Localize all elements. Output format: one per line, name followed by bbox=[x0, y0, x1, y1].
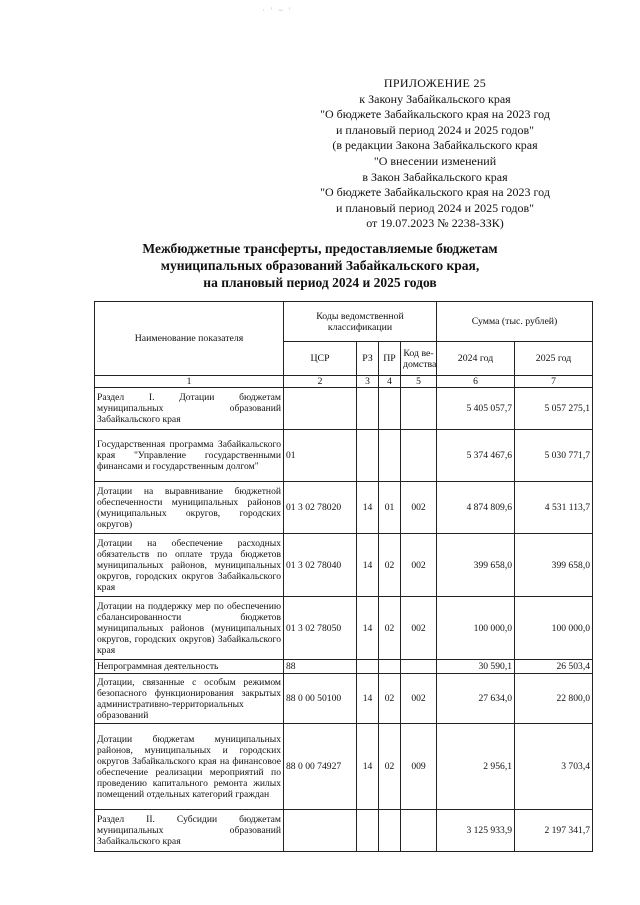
appendix-line: и плановый период 2024 и 2025 годов" bbox=[335, 122, 535, 137]
row-2025: 100 000,0 bbox=[515, 597, 593, 660]
title-line: Межбюджетные трансферты, предоставляемые бюджетам bbox=[142, 241, 498, 256]
column-index: 4 bbox=[379, 376, 401, 388]
row-pr: 02 bbox=[379, 597, 401, 660]
appendix-line: (в редакции Закона Забайкальского края bbox=[332, 138, 538, 153]
table-row bbox=[95, 534, 593, 597]
table-row-program bbox=[95, 430, 593, 482]
table-row bbox=[95, 724, 593, 810]
row-2024: 4 874 809,6 bbox=[437, 482, 515, 534]
row-2025: 4 531 113,7 bbox=[515, 482, 593, 534]
row-pr bbox=[379, 430, 401, 482]
row-rz: 14 bbox=[357, 534, 379, 597]
row-name: Дотации, связанные с особым режимом безопасного функционирования закрытых административно-территориальных образований bbox=[95, 674, 284, 724]
row-rz bbox=[357, 388, 379, 430]
row-2025: 5 057 275,1 bbox=[515, 388, 593, 430]
appendix-line: к Закону Забайкальского края bbox=[359, 91, 511, 106]
row-pr bbox=[379, 388, 401, 430]
row-vid bbox=[401, 660, 437, 674]
row-2024: 27 634,0 bbox=[437, 674, 515, 724]
row-rz: 14 bbox=[357, 482, 379, 534]
appendix-header bbox=[300, 76, 570, 232]
column-index: 7 bbox=[515, 376, 593, 388]
row-vid bbox=[401, 810, 437, 852]
row-name: Раздел I. Дотации бюджетам муниципальных образований Забайкальского края bbox=[95, 388, 284, 430]
document-title bbox=[130, 240, 510, 291]
column-index: 6 bbox=[437, 376, 515, 388]
table-row bbox=[95, 597, 593, 660]
row-2025: 26 503,4 bbox=[515, 660, 593, 674]
row-2025: 22 800,0 bbox=[515, 674, 593, 724]
row-rz: 14 bbox=[357, 724, 379, 810]
row-name: Непрограммная деятельность bbox=[95, 660, 284, 674]
row-rz bbox=[357, 810, 379, 852]
appendix-line: "О бюджете Забайкальского края на 2023 год bbox=[320, 107, 550, 122]
row-vid: 009 bbox=[401, 724, 437, 810]
row-name: Дотации на обеспечение расходных обязательств по оплате труда бюджетов муниципальных районов, муниципальных округов, городских округов Забайкальского края bbox=[95, 534, 284, 597]
column-index-row bbox=[95, 376, 593, 388]
row-csr bbox=[284, 388, 357, 430]
row-pr bbox=[379, 810, 401, 852]
row-2025: 2 197 341,7 bbox=[515, 810, 593, 852]
row-2025: 5 030 771,7 bbox=[515, 430, 593, 482]
header-csr: ЦСР bbox=[284, 342, 357, 376]
row-rz bbox=[357, 660, 379, 674]
row-pr: 02 bbox=[379, 724, 401, 810]
row-csr: 88 0 00 74927 bbox=[284, 724, 357, 810]
row-2024: 5 405 057,7 bbox=[437, 388, 515, 430]
row-csr: 01 3 02 78020 bbox=[284, 482, 357, 534]
column-index: 5 bbox=[401, 376, 437, 388]
row-pr: 01 bbox=[379, 482, 401, 534]
header-name: Наименование показателя bbox=[95, 302, 284, 376]
row-2024: 5 374 467,6 bbox=[437, 430, 515, 482]
row-vid bbox=[401, 430, 437, 482]
row-2024: 100 000,0 bbox=[437, 597, 515, 660]
table-row-section bbox=[95, 388, 593, 430]
row-2024: 2 956,1 bbox=[437, 724, 515, 810]
row-rz bbox=[357, 430, 379, 482]
budget-table bbox=[94, 301, 593, 852]
row-pr: 02 bbox=[379, 534, 401, 597]
row-2024: 30 590,1 bbox=[437, 660, 515, 674]
row-csr: 01 bbox=[284, 430, 357, 482]
row-name: Дотации на выравнивание бюджетной обеспеченности муниципальных районов (муниципальных округов, городских округов) bbox=[95, 482, 284, 534]
row-2025: 399 658,0 bbox=[515, 534, 593, 597]
title-line: на плановый период 2024 и 2025 годов bbox=[203, 275, 437, 290]
row-csr: 01 3 02 78040 bbox=[284, 534, 357, 597]
appendix-line: "О бюджете Забайкальского края на 2023 год bbox=[320, 185, 550, 200]
row-name: Государственная программа Забайкальского края "Управление государственными финансами и государственным долгом" bbox=[95, 430, 284, 482]
table-row-section bbox=[95, 810, 593, 852]
row-name: Дотации бюджетам муниципальных районов, муниципальных и городских округов Забайкальского края на финансовое обеспечение реализации мероприятий по проведению капитального ремонта жилых помещений отдельных категорий граждан bbox=[95, 724, 284, 810]
row-pr bbox=[379, 660, 401, 674]
appendix-line: от 19.07.2023 № 2238-ЗЗК) bbox=[366, 216, 504, 231]
column-index: 1 bbox=[95, 376, 284, 388]
row-pr: 02 bbox=[379, 674, 401, 724]
row-name: Раздел II. Субсидии бюджетам муниципальных образований Забайкальского края bbox=[95, 810, 284, 852]
appendix-line: и плановый период 2024 и 2025 годов" bbox=[335, 200, 535, 215]
header-rz: РЗ bbox=[357, 342, 379, 376]
row-vid: 002 bbox=[401, 482, 437, 534]
header-pr: ПР bbox=[379, 342, 401, 376]
table-row bbox=[95, 674, 593, 724]
row-csr bbox=[284, 810, 357, 852]
row-csr: 01 3 02 78050 bbox=[284, 597, 357, 660]
header-2025: 2025 год bbox=[515, 342, 593, 376]
header-vid: Код ве-домства bbox=[401, 342, 437, 376]
row-rz: 14 bbox=[357, 674, 379, 724]
column-index: 3 bbox=[357, 376, 379, 388]
appendix-line: в Закон Забайкальского края bbox=[362, 169, 508, 184]
appendix-number: ПРИЛОЖЕНИЕ 25 bbox=[383, 76, 487, 90]
scan-mark: · ′ ~ ′ bbox=[262, 6, 293, 15]
appendix-line: "О внесении изменений bbox=[373, 153, 497, 168]
table-row-program bbox=[95, 660, 593, 674]
header-sum: Сумма (тыс. рублей) bbox=[437, 302, 593, 342]
row-csr: 88 bbox=[284, 660, 357, 674]
row-rz: 14 bbox=[357, 597, 379, 660]
row-csr: 88 0 00 50100 bbox=[284, 674, 357, 724]
column-index: 2 bbox=[284, 376, 357, 388]
row-vid: 002 bbox=[401, 674, 437, 724]
row-vid bbox=[401, 388, 437, 430]
row-vid: 002 bbox=[401, 597, 437, 660]
title-line: муниципальных образований Забайкальского края, bbox=[160, 258, 480, 273]
row-vid: 002 bbox=[401, 534, 437, 597]
table-header-row bbox=[95, 302, 593, 342]
header-2024: 2024 год bbox=[437, 342, 515, 376]
row-2025: 3 703,4 bbox=[515, 724, 593, 810]
row-2024: 3 125 933,9 bbox=[437, 810, 515, 852]
table-row bbox=[95, 482, 593, 534]
header-codes: Коды ведомственной классификации bbox=[284, 302, 437, 342]
row-name: Дотации на поддержку мер по обеспечению сбалансированности бюджетов муниципальных районов (муниципальных округов, городских округов) Забайкальского края bbox=[95, 597, 284, 660]
row-2024: 399 658,0 bbox=[437, 534, 515, 597]
